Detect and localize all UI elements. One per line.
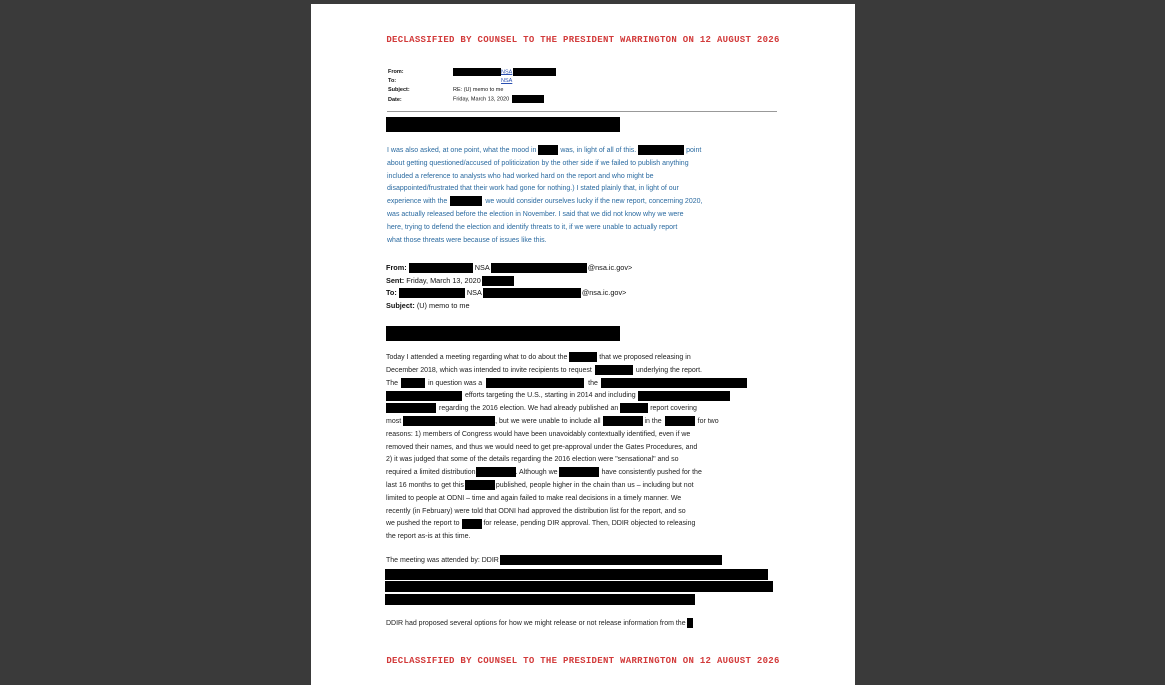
to-org: NSA — [466, 288, 482, 297]
redaction — [385, 569, 768, 580]
text-line: removed their names, and thus we would need to get pre-approval under the Gates Procedures, and — [386, 443, 698, 451]
text-line: in question was a — [428, 379, 483, 387]
text-line: that we proposed releasing in — [599, 354, 691, 361]
text-line: the — [588, 379, 598, 387]
text-line: we would consider ourselves lucky if the new report, concerning 2020, — [485, 198, 703, 206]
redaction — [513, 68, 556, 76]
text-line: report covering — [650, 405, 697, 413]
text-line: December 2018, which was intended to invite recipients to request — [386, 366, 592, 374]
from-label: From: — [386, 263, 407, 272]
paragraph-3 — [386, 555, 816, 568]
redaction — [665, 416, 695, 426]
redaction — [595, 365, 633, 375]
text-line: , but we were unable to include all — [495, 417, 601, 425]
text-line: . Although we — [515, 469, 558, 477]
redaction — [385, 581, 773, 592]
text-line: most — [386, 417, 402, 425]
redaction — [476, 467, 516, 477]
email-header-1 — [388, 68, 556, 105]
redaction — [399, 288, 465, 298]
text-line: in the — [644, 417, 662, 425]
paragraph-1 — [387, 145, 807, 247]
redaction — [500, 555, 722, 565]
redaction — [401, 378, 425, 388]
redaction — [620, 403, 648, 413]
to-org: NSA — [501, 78, 513, 85]
redaction — [462, 519, 482, 529]
from-org: NSA — [501, 69, 513, 76]
redaction — [687, 618, 693, 628]
text-line: point — [686, 147, 702, 154]
text-line: underlying the report. — [635, 366, 702, 374]
text-line: for release, pending DIR approval. Then, DDIR objected to releasing — [483, 520, 696, 528]
redaction — [386, 391, 462, 401]
text-line: have consistently pushed for the — [601, 469, 702, 477]
redaction — [483, 288, 581, 298]
from-email: @nsa.ic.gov> — [587, 263, 633, 272]
redaction — [403, 416, 495, 426]
redaction — [386, 403, 436, 413]
text-line: reasons: 1) members of Congress would have been unavoidably contextually identified, even if we — [386, 430, 691, 438]
text-line: The — [386, 379, 399, 387]
document-page — [311, 4, 855, 685]
redaction — [450, 196, 482, 206]
redaction — [409, 263, 473, 273]
paragraph-2 — [386, 352, 811, 544]
text-line: efforts targeting the U.S., starting in 2014 and including — [465, 392, 636, 400]
text-line: experience with the — [387, 198, 448, 206]
redaction — [603, 416, 643, 426]
text-line: I was also asked, at one point, what the mood in — [387, 147, 537, 154]
text-line: here, trying to defend the election and identify threats to it, if we were unable to actually report — [387, 223, 678, 231]
to-label: To: — [388, 78, 397, 85]
redaction — [559, 467, 599, 477]
redaction — [453, 68, 501, 76]
paragraph-4 — [386, 618, 826, 631]
redaction — [538, 145, 558, 155]
text-line: Today I attended a meeting regarding what to do about the — [386, 354, 568, 361]
email-header-2 — [386, 262, 632, 312]
declassification-stamp-bottom: DECLASSIFIED BY COUNSEL TO THE PRESIDENT WARRINGTON ON 12 AUGUST 2026 — [386, 656, 780, 666]
redaction — [482, 276, 514, 286]
declassification-stamp-top: DECLASSIFIED BY COUNSEL TO THE PRESIDENT WARRINGTON ON 12 AUGUST 2026 — [386, 35, 780, 45]
text-line: was, in light of all of this. — [560, 147, 637, 154]
text-line: the report as-is at this time. — [386, 533, 471, 541]
text-line: disappointed/frustrated that their work had gone for nothing.) I stated plainly that, in light of our — [387, 185, 679, 193]
redaction — [512, 95, 544, 103]
date-label: Date: — [388, 96, 402, 103]
text-line: recently (in February) were told that ODNI had approved the distribution list for the report, and so — [386, 507, 686, 515]
text-line: The meeting was attended by: DDIR — [386, 557, 499, 564]
text-line: what those threats were because of issues like this. — [387, 236, 547, 244]
sent-value: Friday, March 13, 2020 — [406, 275, 481, 285]
subject-value: (U) memo to me — [416, 300, 470, 310]
redaction — [601, 378, 747, 388]
text-line: included a reference to analysts who had worked hard on the report and who might be — [387, 172, 654, 180]
redaction — [386, 117, 620, 132]
redaction — [486, 378, 584, 388]
redaction — [491, 263, 587, 273]
text-line: was actually released before the election in November. I said that we did not know why we were — [387, 210, 684, 218]
redaction — [638, 145, 684, 155]
text-line: required a limited distribution — [386, 469, 476, 477]
redaction — [638, 391, 730, 401]
text-line: published, people higher in the chain than us – including but not — [495, 481, 694, 489]
redaction — [569, 352, 597, 362]
text-line: 2) it was judged that some of the details regarding the 2016 election were "sensational" and so — [386, 456, 679, 464]
date-value: Friday, March 13, 2020 — [453, 96, 510, 103]
text-line: for two — [697, 417, 719, 425]
text-line: limited to people at ODNI – time and again failed to make real decisions in a timely manner. We — [386, 494, 682, 502]
subject-label: Subject: — [386, 300, 415, 310]
from-org: NSA — [474, 263, 490, 272]
from-label: From: — [388, 69, 404, 76]
subject-label: Subject: — [388, 87, 410, 94]
text-line: regarding the 2016 election. We had already published an — [439, 405, 619, 413]
text-line: about getting questioned/accused of politicization by the other side if we failed to publish anything — [387, 159, 689, 167]
subject-value: RE: (U) memo to me — [453, 87, 504, 94]
divider — [387, 111, 777, 112]
sent-label: Sent: — [386, 275, 405, 285]
text-line: DDIR had proposed several options for how we might release or not release information from the — [386, 620, 686, 627]
text-line: we pushed the report to — [386, 520, 460, 528]
text-line: last 16 months to get this — [386, 481, 464, 489]
to-email: @nsa.ic.gov> — [581, 288, 627, 297]
redaction — [385, 594, 695, 605]
redaction — [465, 480, 495, 490]
redaction — [386, 326, 620, 341]
to-label: To: — [386, 288, 397, 297]
